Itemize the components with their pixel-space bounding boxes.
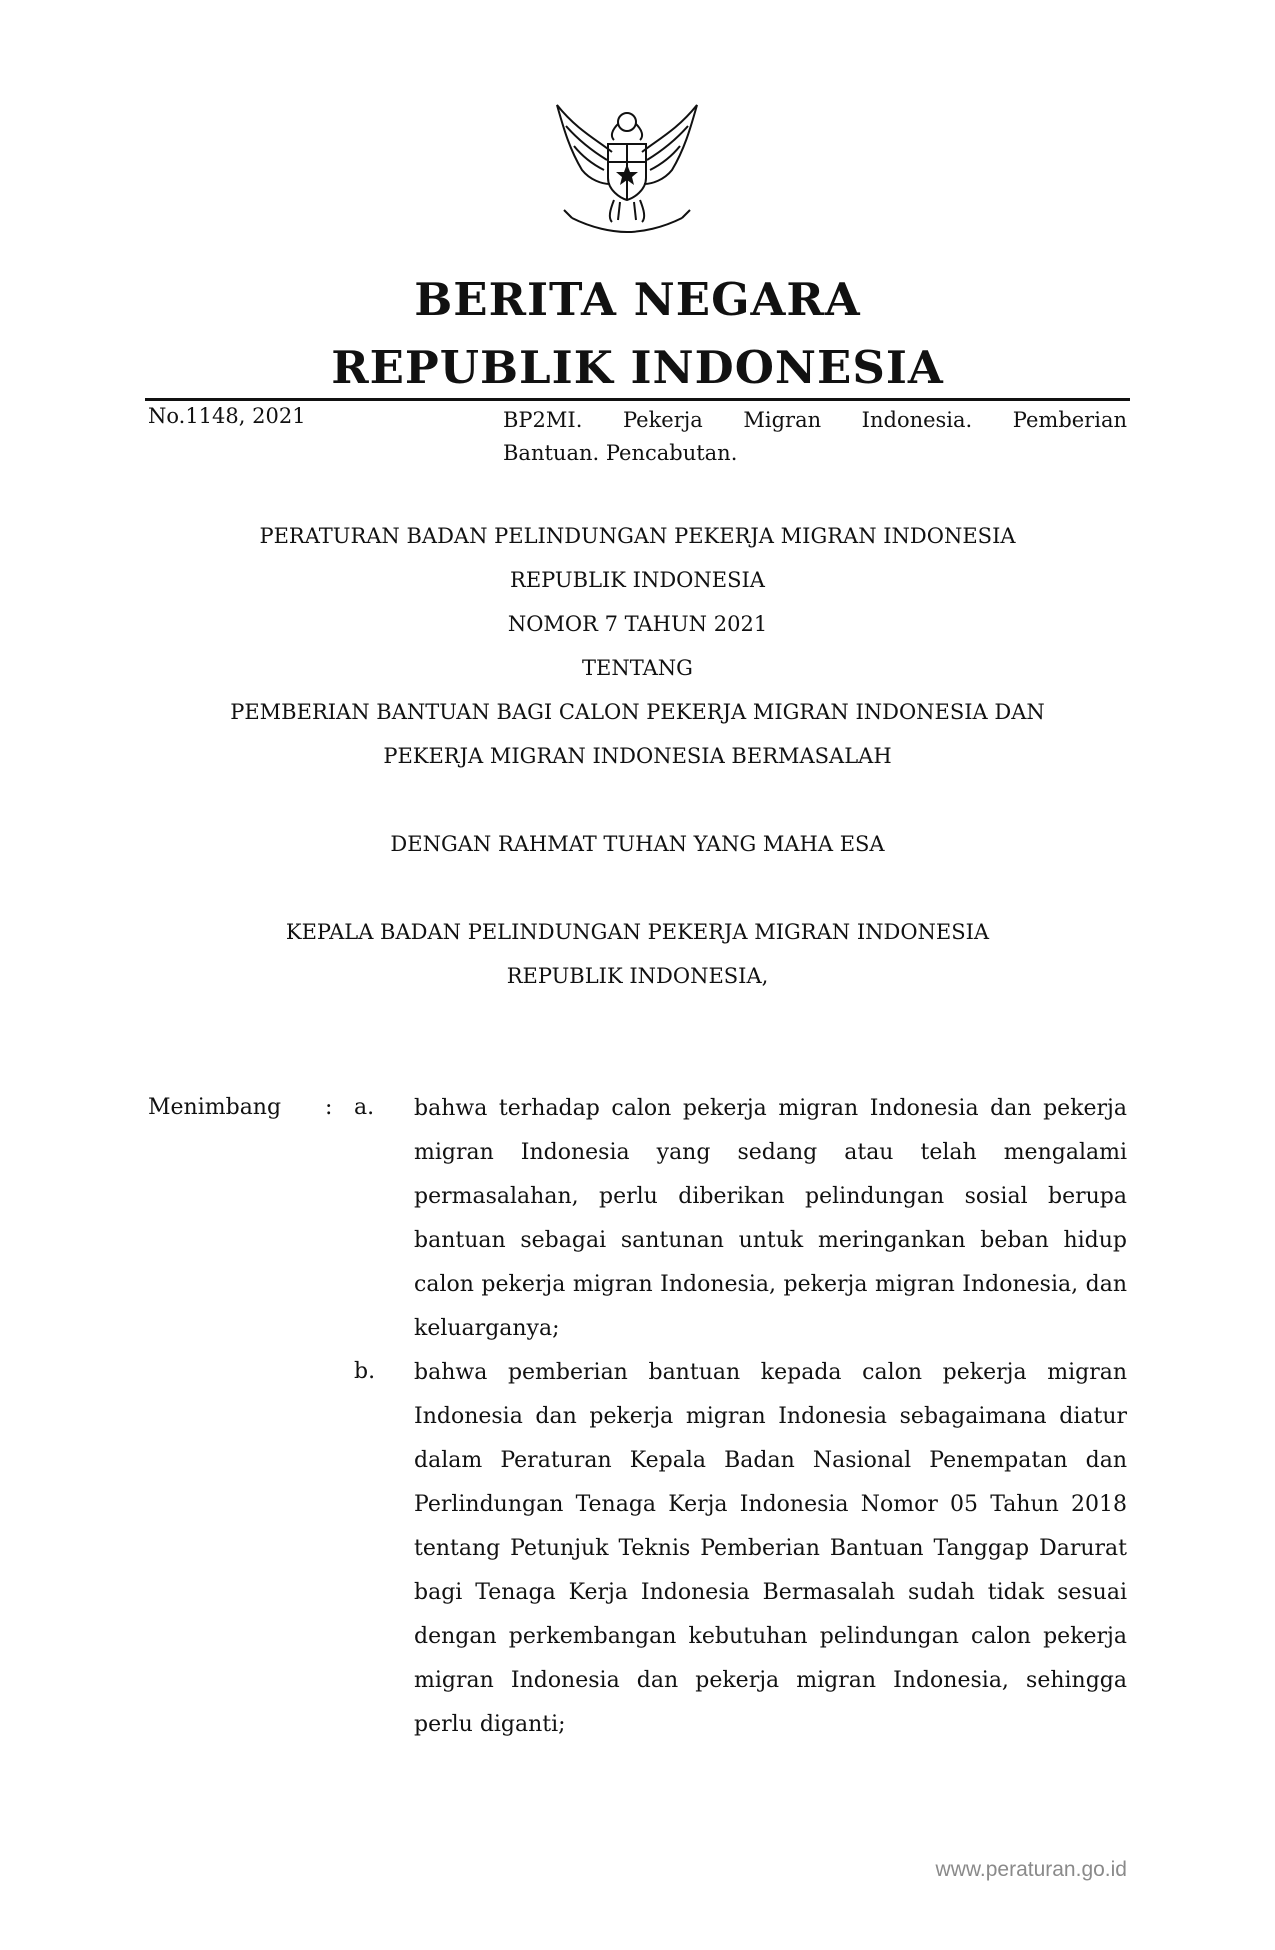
footer-url: www.peraturan.go.id bbox=[935, 1858, 1127, 1881]
masthead-subtitle: REPUBLIK INDONESIA bbox=[331, 341, 944, 394]
regulation-subject-line1: PEMBERIAN BANTUAN BAGI CALON PEKERJA MIGRAN INDONESIA DAN bbox=[230, 700, 1045, 724]
masthead-rule bbox=[145, 398, 1130, 401]
gazette-description-line2: Bantuan. Pencabutan. bbox=[503, 441, 738, 465]
regulation-title-line2: REPUBLIK INDONESIA bbox=[510, 568, 765, 592]
gazette-description-line1: BP2MI. Pekerja Migran Indonesia. Pemberian bbox=[503, 408, 1127, 432]
invocation: DENGAN RAHMAT TUHAN YANG MAHA ESA bbox=[390, 832, 885, 856]
menimbang-colon: : bbox=[325, 1095, 333, 1120]
regulation-subject-line2: PEKERJA MIGRAN INDONESIA BERMASALAH bbox=[383, 744, 892, 768]
item-letter-b: b. bbox=[354, 1359, 376, 1384]
regulation-title-line1: PERATURAN BADAN PELINDUNGAN PEKERJA MIGRAN INDONESIA bbox=[259, 524, 1016, 548]
menimbang-item-a: bahwa terhadap calon pekerja migran Indonesia dan pekerja migran Indonesia yang sedang atau telah mengalami permasalahan, perlu diberikan pelindungan sosial berupa bantuan sebagai santunan untuk meringankan beban hidup calon pekerja migran Indonesia, pekerja migran Indonesia, dan keluarganya; bbox=[414, 1096, 1127, 1341]
garuda-emblem-icon bbox=[552, 100, 702, 240]
authority-line2: REPUBLIK INDONESIA, bbox=[506, 964, 769, 988]
regulation-number: NOMOR 7 TAHUN 2021 bbox=[507, 612, 768, 636]
gazette-number: No.1148, 2021 bbox=[148, 404, 306, 428]
menimbang-label: Menimbang bbox=[148, 1095, 282, 1120]
item-letter-a: a. bbox=[354, 1095, 375, 1120]
masthead-title: BERITA NEGARA bbox=[414, 273, 861, 326]
gazette-description bbox=[503, 404, 1127, 470]
menimbang-item-b: bahwa pemberian bantuan kepada calon pekerja migran Indonesia dan pekerja migran Indonesia sebagaimana diatur dalam Peraturan Kepala Badan Nasional Penempatan dan Perlindungan Tenaga Kerja Indonesia Nomor 05 Tahun 2018 tentang Petunjuk Teknis Pemberian Bantuan Tanggap Darurat bagi Tenaga Kerja Indonesia Bermasalah sudah tidak sesuai dengan perkembangan kebutuhan pelindungan calon pekerja migran Indonesia dan pekerja migran Indonesia, sehingga perlu diganti; bbox=[414, 1360, 1127, 1737]
regulation-about: TENTANG bbox=[582, 656, 693, 680]
authority-line1: KEPALA BADAN PELINDUNGAN PEKERJA MIGRAN INDONESIA bbox=[285, 920, 990, 944]
